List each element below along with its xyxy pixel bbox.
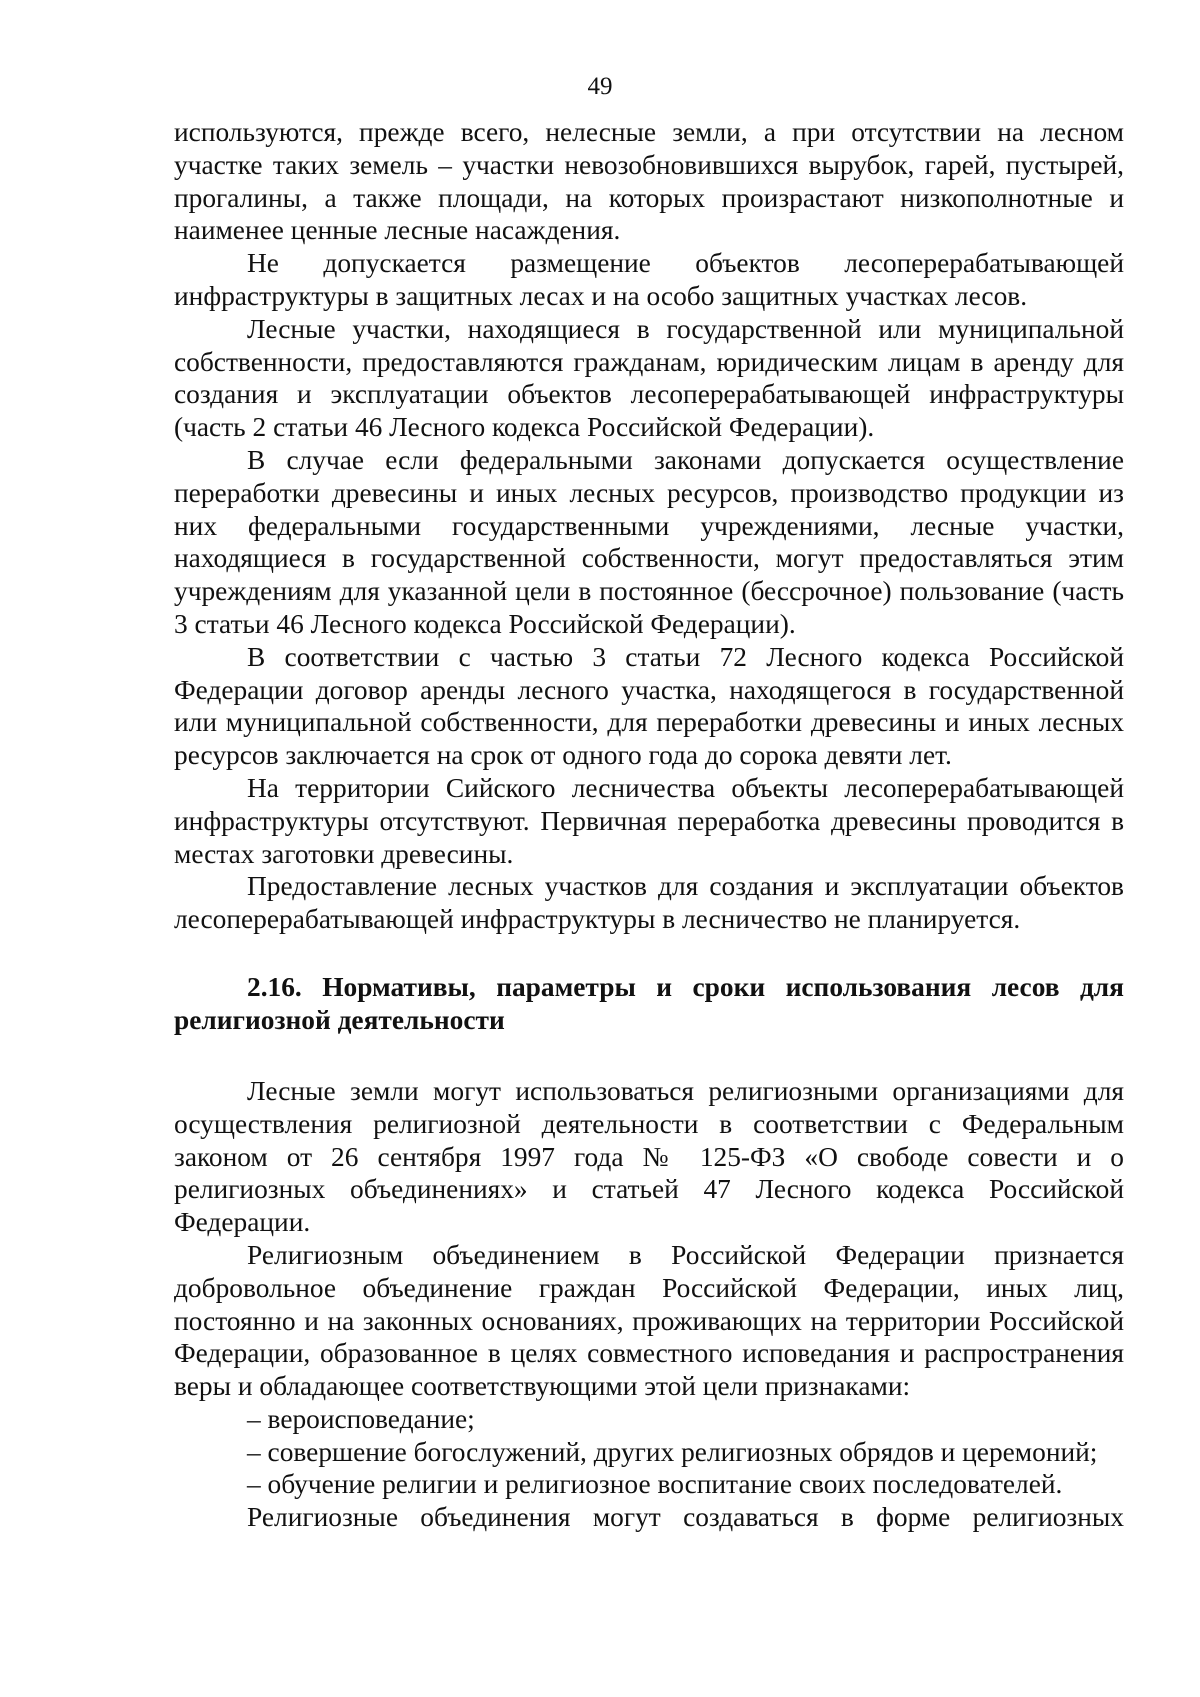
paragraph: Лесные участки, находящиеся в государственной или муниципальной собственности, предоставляются гражданам, юридическим лицам в аренду для создания и эксплуатации объектов лесоперерабатывающей инфраструктуры (часть 2 статьи 46 Лесного кодекса Российской Федерации). [174, 313, 1124, 443]
paragraph: В случае если федеральными законами допускается осуществление переработки древесины и иных лесных ресурсов, производство продукции из них федеральными государственными учреждениями, лесные участки, находящиеся в государственной собственности, могут предоставляться этим учреждениям для указанной цели в постоянное (бессрочное) пользование (часть 3 статьи 46 Лесного кодекса Российской Федерации). [174, 444, 1124, 639]
paragraph: Религиозным объединением в Российской Федерации признается добровольное объединение граждан Российской Федерации, иных лиц, постоянно и на законных основаниях, проживающих на территории Российской Федерации, образованное в целях совместного исповедания и распространения веры и обладающее соответствующими этой цели признаками: [174, 1239, 1124, 1402]
paragraph: Не допускается размещение объектов лесоперерабатывающей инфраструктуры в защитных лесах и на особо защитных участках лесов. [174, 248, 1124, 311]
paragraph-trailing: Религиозные объединения могут создаваться в форме религиозных [247, 1502, 1124, 1533]
document-body [174, 116, 1124, 1534]
paragraph: Предоставление лесных участков для создания и эксплуатации объектов лесоперерабатывающей инфраструктуры в лесничество не планируется. [174, 871, 1124, 935]
section-heading: 2.16. Нормативы, параметры и сроки использования лесов для религиозной деятельности [174, 971, 1124, 1035]
list-item: – обучение религии и религиозное воспитание своих последователей. [247, 1469, 1063, 1500]
paragraph: В соответствии с частью 3 статьи 72 Лесного кодекса Российской Федерации договор аренды лесного участка, находящегося в государственной или муниципальной собственности, для переработки древесины и иных лесных ресурсов заключается на срок от одного года до сорока девяти лет. [174, 641, 1124, 771]
paragraph: Лесные земли могут использоваться религиозными организациями для осуществления религиозной деятельности в соответствии с Федеральным законом от 26 сентября 1997 года № 125-ФЗ «О свободе совести и о религиозных объединениях» и статьей 47 Лесного кодекса Российской Федерации. [174, 1075, 1124, 1238]
list-item: – вероисповедание; [247, 1403, 475, 1434]
page-number: 49 [587, 73, 613, 100]
paragraph: На территории Сийского лесничества объекты лесоперерабатывающей инфраструктуры отсутствуют. Первичная переработка древесины проводится в местах заготовки древесины. [174, 772, 1124, 869]
list-item: – совершение богослужений, других религиозных обрядов и церемоний; [247, 1436, 1098, 1467]
paragraph-continuation: используются, прежде всего, нелесные земли, а при отсутствии на лесном участке таких земель – участки невозобновившихся вырубок, гарей, пустырей, прогалины, а также площади, на которых произрастают низкополнотные и наименее ценные лесные насаждения. [174, 117, 1124, 246]
